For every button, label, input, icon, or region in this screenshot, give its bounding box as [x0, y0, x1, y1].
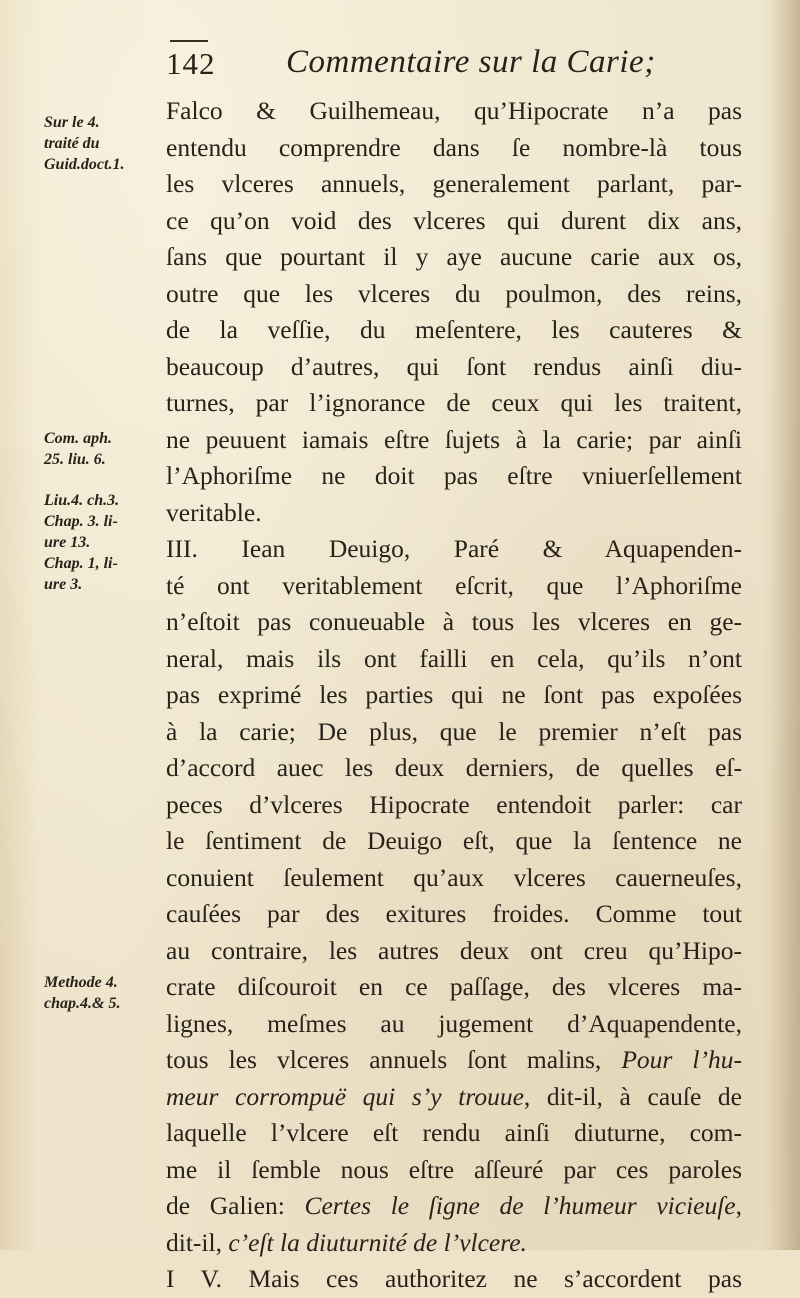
- text-run: beaucoup d’autres, qui ſont rendus ainſi diu-: [166, 351, 742, 381]
- text-line: [166, 1006, 742, 1043]
- text-run: veritable.: [166, 497, 262, 527]
- margin-note-line: Sur le 4.: [44, 114, 100, 131]
- text-line: [166, 860, 742, 897]
- text-line: [166, 93, 742, 130]
- margin-note-line: Methode 4.: [44, 974, 118, 991]
- text-line: [166, 677, 742, 714]
- margin-note-aphorism: [44, 428, 112, 470]
- margin-note-line: Liu.4. ch.3.: [44, 492, 120, 509]
- margin-note-line: Guid.doct.1.: [44, 156, 125, 173]
- text-line: [166, 1152, 742, 1189]
- page-number: 142: [166, 46, 216, 81]
- text-run: cauſées par des exitures froides. Comme tout: [166, 899, 742, 928]
- text-line: [166, 969, 742, 1006]
- running-title: Commentaire sur la Carie;: [286, 44, 656, 80]
- text-line: [166, 239, 742, 276]
- text-run: neral, mais ils ont failli en cela, qu’ils n’ont: [166, 643, 742, 673]
- text-run: au contraire, les autres deux ont creu qu’Hipo-: [166, 935, 742, 965]
- text-run: d’accord auec les deux derniers, de quelles eſ-: [166, 753, 742, 782]
- text-run: peces d’vlceres Hipocrate entendoit parler: car: [166, 789, 742, 819]
- text-run: crate diſcouroit en ce paſſage, des vlceres ma-: [166, 972, 742, 1001]
- text-run: me il ſemble nous eſtre aſſeuré par ces paroles: [166, 1154, 742, 1184]
- text-run: dit-il,: [166, 1227, 229, 1257]
- text-run: , dit-il, à cauſe de: [523, 1081, 742, 1111]
- text-run: ne peuuent iamais eſtre ſujets à la carie; par ainſi: [166, 424, 742, 454]
- text-run: ce qu’on void des vlceres qui durent dix ans,: [166, 205, 742, 235]
- text-run: les vlceres annuels, generalement parlant, par-: [166, 169, 742, 198]
- text-run: conuient ſeulement qu’aux vlceres cauerneuſes,: [166, 862, 742, 892]
- text-line: [166, 604, 742, 641]
- text-line: [166, 166, 742, 203]
- text-line: [166, 385, 742, 422]
- text-line: [166, 1188, 742, 1225]
- text-line: [166, 896, 742, 933]
- text-line: [166, 787, 742, 824]
- text-run: à la carie; De plus, que le premier n’eſt pas: [166, 716, 742, 746]
- text-run: Falco & Guilhemeau, qu’Hipocrate n’a pas: [166, 96, 742, 125]
- page-edge-shadow: [770, 0, 800, 1250]
- text-run: lignes, meſmes au jugement d’Aquapendente,: [166, 1008, 742, 1038]
- text-run: pas exprimé les parties qui ne ſont pas expoſées: [166, 680, 742, 709]
- text-line: [166, 1079, 742, 1116]
- text-run: le ſentiment de Deuigo eſt, que la ſentence ne: [166, 826, 742, 855]
- margin-note-chapters: [44, 490, 119, 595]
- margin-notes: [0, 0, 160, 1250]
- text-run: té ont veritablement eſcrit, que l’Aphoriſme: [166, 570, 742, 600]
- text-line: [166, 422, 742, 459]
- text-line: [166, 531, 742, 568]
- body-text: [166, 93, 742, 1298]
- margin-note-methode: [44, 972, 120, 1014]
- text-line: [166, 750, 742, 787]
- text-run: ,: [735, 1191, 742, 1220]
- italic-text-run: Pour l’hu-: [621, 1045, 742, 1074]
- text-line: [166, 495, 742, 532]
- text-line: [166, 823, 742, 860]
- text-run: laquelle l’vlcere eſt rendu ainſi diuturne, com-: [166, 1118, 742, 1147]
- text-line: [166, 641, 742, 678]
- margin-note-line: traité du: [44, 135, 100, 152]
- italic-text-run: meur corrompuë qui s’y trouue: [166, 1081, 524, 1111]
- text-line: [166, 203, 742, 240]
- text-line: [166, 714, 742, 751]
- text-line: [166, 276, 742, 313]
- margin-note-guidon: [44, 112, 124, 175]
- text-line: [166, 933, 742, 970]
- italic-text-run: c’eſt la diuturnité de l’vlcere.: [228, 1227, 527, 1257]
- text-line: [166, 349, 742, 386]
- margin-note-line: 25. liu. 6.: [44, 451, 106, 468]
- text-run: n’eſtoit pas conueuable à tous les vlceres en ge-: [166, 607, 742, 636]
- text-line: [166, 1115, 742, 1152]
- text-run: entendu comprendre dans ſe nombre-là tous: [166, 132, 742, 162]
- margin-note-line: ure 13.: [44, 534, 91, 551]
- text-run: de la veſſie, du meſentere, les cauteres &: [166, 315, 742, 344]
- text-run: I V. Mais ces authoritez ne s’accordent pas: [166, 1264, 742, 1293]
- page-header: [166, 40, 726, 90]
- text-run: de Galien:: [166, 1191, 305, 1220]
- text-line: [166, 1261, 742, 1298]
- text-line: [166, 130, 742, 167]
- text-run: III. Iean Deuigo, Paré & Aquapenden-: [166, 534, 742, 563]
- margin-note-line: Chap. 1, li-: [44, 555, 118, 572]
- text-run: outre que les vlceres du poulmon, des reins,: [166, 278, 742, 308]
- margin-note-line: ure 3.: [44, 576, 83, 593]
- margin-note-line: Chap. 3. li-: [44, 513, 118, 530]
- text-run: l’Aphoriſme ne doit pas eſtre vniuerſellement: [166, 461, 742, 490]
- italic-text-run: Certes le ſigne de l’humeur vicieuſe: [304, 1191, 736, 1220]
- margin-note-line: chap.4.& 5.: [44, 995, 121, 1012]
- text-run: ſans que pourtant il y aye aucune carie aux os,: [166, 242, 742, 271]
- text-line: [166, 1225, 742, 1262]
- margin-note-line: Com. aph.: [44, 430, 113, 447]
- page-number-rule: [170, 40, 208, 42]
- text-run: turnes, par l’ignorance de ceux qui les traitent,: [166, 388, 742, 417]
- text-line: [166, 458, 742, 495]
- text-line: [166, 568, 742, 605]
- text-line: [166, 1042, 742, 1079]
- text-run: tous les vlceres annuels ſont malins,: [166, 1045, 622, 1074]
- text-line: [166, 312, 742, 349]
